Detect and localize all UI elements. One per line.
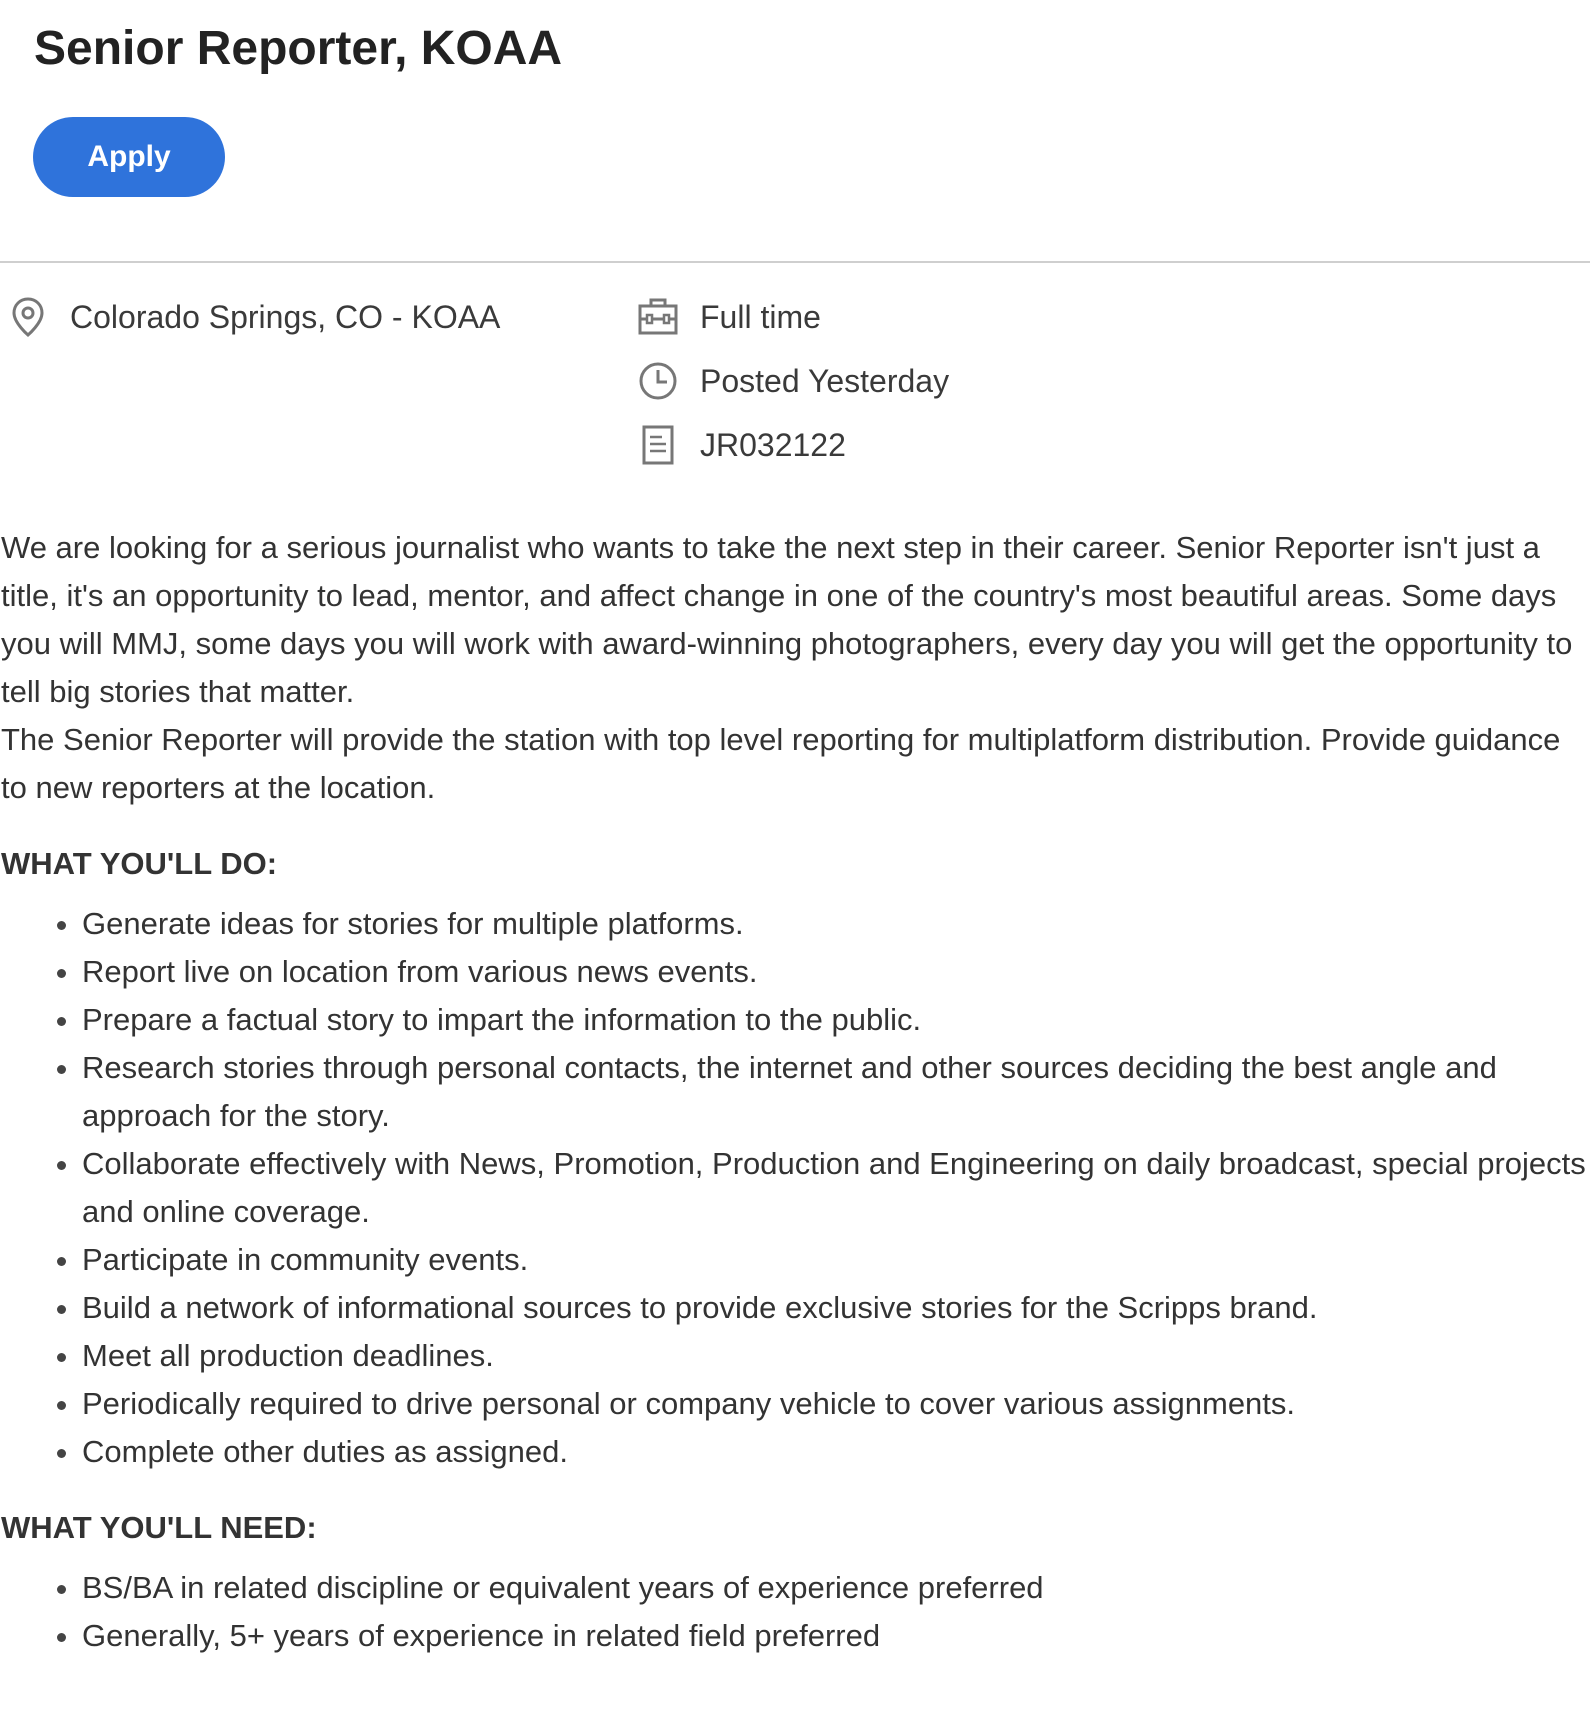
list-item: • BS/BA in related discipline or equivalent years of experience preferred <box>82 1564 1586 1612</box>
clock-icon <box>636 359 680 403</box>
what-youll-do-list <box>1 900 1586 1476</box>
what-youll-need-heading: WHAT YOU'LL NEED: <box>1 1510 317 1545</box>
list-item: • Generate ideas for stories for multiple platforms. <box>82 900 1586 948</box>
list-item: • Prepare a factual story to impart the information to the public. <box>82 996 1586 1044</box>
list-item: • Complete other duties as assigned. <box>82 1428 1586 1476</box>
header-divider <box>0 261 1590 263</box>
document-icon <box>636 423 680 467</box>
job-requisition-id-text: JR032122 <box>700 427 846 463</box>
list-item: • Build a network of informational sources to provide exclusive stories for the Scripps brand. <box>82 1284 1586 1332</box>
list-item: • Meet all production deadlines. <box>82 1332 1586 1380</box>
list-item: • Report live on location from various news events. <box>82 948 1586 996</box>
job-posted-text: Posted Yesterday <box>700 363 950 399</box>
job-type-text: Full time <box>700 299 821 335</box>
list-item: • Participate in community events. <box>82 1236 1586 1284</box>
what-youll-need-list <box>1 1564 1586 1660</box>
list-item: • Generally, 5+ years of experience in related field preferred <box>82 1612 1586 1660</box>
description-intro: We are looking for a serious journalist who wants to take the next step in their career. Senior Reporter isn't just a title, it's an opportunity to lead, mentor, and affect change in one of the country's most beautiful areas. Some days you will MMJ, some days you will work with award-winning photographers, every day you will get the opportunity to tell big stories that matter. <box>1 530 1573 709</box>
briefcase-icon <box>636 295 680 339</box>
job-location-text: Colorado Springs, CO - KOAA <box>70 299 501 335</box>
list-item: • Research stories through personal contacts, the internet and other sources deciding the best angle and approach for the story. <box>82 1044 1586 1140</box>
list-item: • Periodically required to drive personal or company vehicle to cover various assignments. <box>82 1380 1586 1428</box>
apply-button[interactable]: Apply <box>33 117 225 197</box>
description-summary: The Senior Reporter will provide the station with top level reporting for multiplatform distribution. Provide guidance to new reporters at the location. <box>1 722 1561 805</box>
job-description <box>1 524 1586 1660</box>
job-requisition-id <box>636 423 846 467</box>
what-youll-do-heading: WHAT YOU'LL DO: <box>1 846 278 881</box>
job-type <box>636 295 821 339</box>
job-location <box>6 295 500 339</box>
job-posted <box>636 359 949 403</box>
location-pin-icon <box>6 295 50 339</box>
list-item: • Collaborate effectively with News, Promotion, Production and Engineering on daily broadcast, special projects and online coverage. <box>82 1140 1586 1236</box>
job-title: Senior Reporter, KOAA <box>34 22 563 75</box>
